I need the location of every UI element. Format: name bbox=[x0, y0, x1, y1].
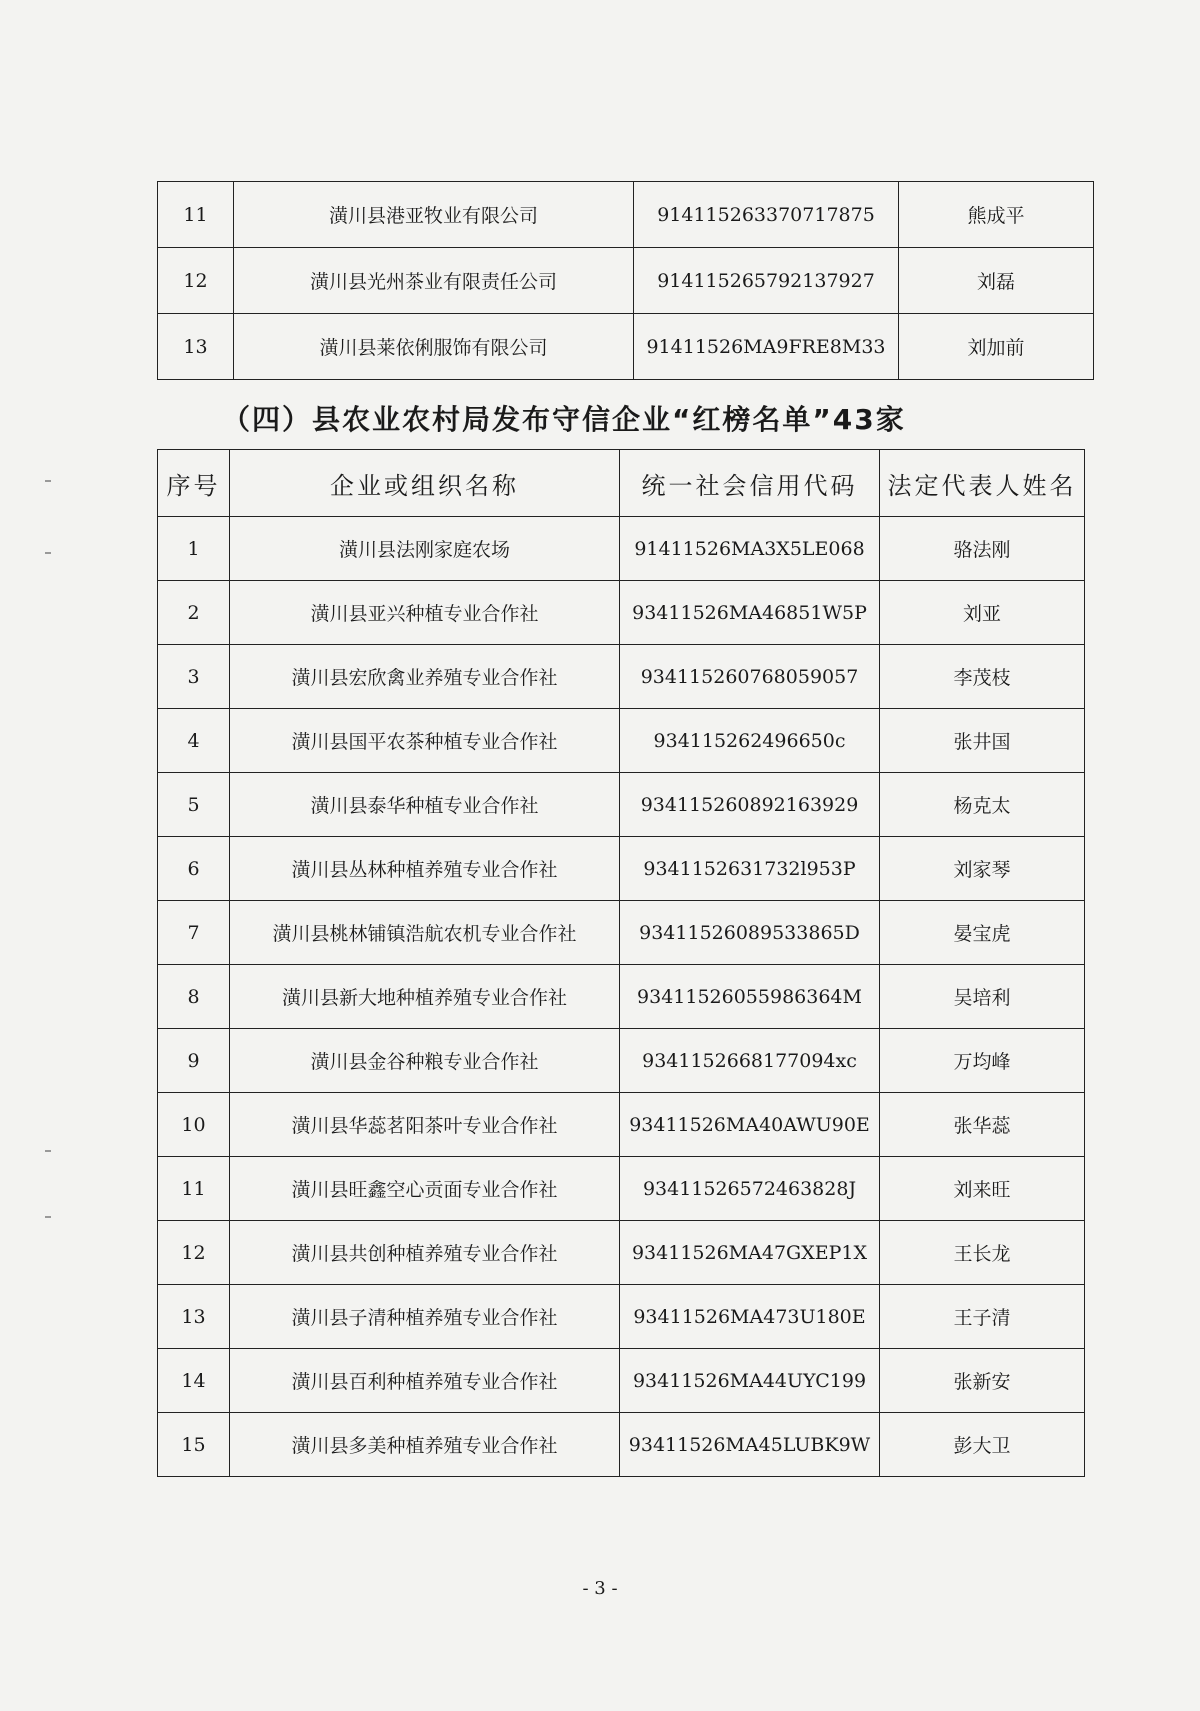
header-number: 序号 bbox=[158, 450, 230, 517]
legal-rep: 万均峰 bbox=[880, 1029, 1085, 1093]
org-name: 潢川县丛林种植养殖专业合作社 bbox=[230, 837, 620, 901]
org-name: 潢川县国平农茶种植专业合作社 bbox=[230, 709, 620, 773]
row-number: 2 bbox=[158, 581, 230, 645]
credit-code: 914115265792137927 bbox=[634, 248, 899, 314]
table-row bbox=[158, 314, 1094, 380]
legal-rep: 杨克太 bbox=[880, 773, 1085, 837]
credit-code: 93411526MA44UYC199 bbox=[620, 1349, 880, 1413]
table-row bbox=[158, 248, 1094, 314]
header-code: 统一社会信用代码 bbox=[620, 450, 880, 517]
legal-rep: 王长龙 bbox=[880, 1221, 1085, 1285]
credit-code: 91411526MA3X5LE068 bbox=[620, 517, 880, 581]
legal-rep: 熊成平 bbox=[899, 182, 1094, 248]
org-name: 潢川县亚兴种植专业合作社 bbox=[230, 581, 620, 645]
continued-table bbox=[157, 181, 1094, 380]
legal-rep: 刘加前 bbox=[899, 314, 1094, 380]
legal-rep: 骆法刚 bbox=[880, 517, 1085, 581]
row-number: 11 bbox=[158, 182, 234, 248]
table-row bbox=[158, 1029, 1085, 1093]
legal-rep: 刘家琴 bbox=[880, 837, 1085, 901]
page-number: - 3 - bbox=[582, 1578, 618, 1599]
row-number: 10 bbox=[158, 1093, 230, 1157]
org-name: 潢川县莱依俐服饰有限公司 bbox=[234, 314, 634, 380]
org-name: 潢川县宏欣禽业养殖专业合作社 bbox=[230, 645, 620, 709]
credit-code: 9341152631732l953P bbox=[620, 837, 880, 901]
row-number: 13 bbox=[158, 314, 234, 380]
credit-code: 91411526MA9FRE8M33 bbox=[634, 314, 899, 380]
legal-rep: 刘磊 bbox=[899, 248, 1094, 314]
row-number: 5 bbox=[158, 773, 230, 837]
org-name: 潢川县共创种植养殖专业合作社 bbox=[230, 1221, 620, 1285]
org-name: 潢川县华蕊茗阳茶叶专业合作社 bbox=[230, 1093, 620, 1157]
table-row bbox=[158, 581, 1085, 645]
credit-code: 934115262496650c bbox=[620, 709, 880, 773]
table-row bbox=[158, 901, 1085, 965]
table-row bbox=[158, 1093, 1085, 1157]
table-row bbox=[158, 1285, 1085, 1349]
table-row bbox=[158, 1157, 1085, 1221]
legal-rep: 吴培利 bbox=[880, 965, 1085, 1029]
credit-code: 93411526MA45LUBK9W bbox=[620, 1413, 880, 1477]
credit-code: 93411526572463828J bbox=[620, 1157, 880, 1221]
org-name: 潢川县百利种植养殖专业合作社 bbox=[230, 1349, 620, 1413]
scan-mark bbox=[45, 552, 51, 554]
org-name: 潢川县子清种植养殖专业合作社 bbox=[230, 1285, 620, 1349]
scan-mark bbox=[45, 1150, 51, 1152]
table-row bbox=[158, 645, 1085, 709]
org-name: 潢川县新大地种植养殖专业合作社 bbox=[230, 965, 620, 1029]
legal-rep: 张井国 bbox=[880, 709, 1085, 773]
org-name: 潢川县法刚家庭农场 bbox=[230, 517, 620, 581]
continued-table-body bbox=[158, 182, 1094, 380]
row-number: 13 bbox=[158, 1285, 230, 1349]
org-name: 潢川县桃林铺镇浩航农机专业合作社 bbox=[230, 901, 620, 965]
legal-rep: 刘亚 bbox=[880, 581, 1085, 645]
org-name: 潢川县多美种植养殖专业合作社 bbox=[230, 1413, 620, 1477]
legal-rep: 张华蕊 bbox=[880, 1093, 1085, 1157]
credit-code: 93411526MA40AWU90E bbox=[620, 1093, 880, 1157]
credit-code: 934115260768059057 bbox=[620, 645, 880, 709]
row-number: 15 bbox=[158, 1413, 230, 1477]
credit-code: 93411526MA473U180E bbox=[620, 1285, 880, 1349]
row-number: 3 bbox=[158, 645, 230, 709]
table-row bbox=[158, 965, 1085, 1029]
table-row bbox=[158, 709, 1085, 773]
row-number: 7 bbox=[158, 901, 230, 965]
red-list-table bbox=[157, 449, 1085, 1477]
scan-mark bbox=[45, 480, 51, 482]
credit-code: 934115260892163929 bbox=[620, 773, 880, 837]
row-number: 6 bbox=[158, 837, 230, 901]
table-row bbox=[158, 182, 1094, 248]
table-header-row bbox=[158, 450, 1085, 517]
legal-rep: 晏宝虎 bbox=[880, 901, 1085, 965]
table-row bbox=[158, 773, 1085, 837]
legal-rep: 张新安 bbox=[880, 1349, 1085, 1413]
red-list-table-body bbox=[158, 517, 1085, 1477]
header-rep: 法定代表人姓名 bbox=[880, 450, 1085, 517]
credit-code: 93411526MA47GXEP1X bbox=[620, 1221, 880, 1285]
section-heading: （四）县农业农村局发布守信企业“红榜名单”43家 bbox=[222, 403, 906, 436]
row-number: 14 bbox=[158, 1349, 230, 1413]
table-row bbox=[158, 1221, 1085, 1285]
row-number: 4 bbox=[158, 709, 230, 773]
org-name: 潢川县金谷种粮专业合作社 bbox=[230, 1029, 620, 1093]
row-number: 9 bbox=[158, 1029, 230, 1093]
row-number: 1 bbox=[158, 517, 230, 581]
scan-mark bbox=[45, 1216, 51, 1218]
credit-code: 93411526055986364M bbox=[620, 965, 880, 1029]
legal-rep: 李茂枝 bbox=[880, 645, 1085, 709]
table-row bbox=[158, 1413, 1085, 1477]
org-name: 潢川县泰华种植专业合作社 bbox=[230, 773, 620, 837]
legal-rep: 彭大卫 bbox=[880, 1413, 1085, 1477]
row-number: 12 bbox=[158, 1221, 230, 1285]
header-name: 企业或组织名称 bbox=[230, 450, 620, 517]
table-row bbox=[158, 1349, 1085, 1413]
credit-code: 914115263370717875 bbox=[634, 182, 899, 248]
row-number: 8 bbox=[158, 965, 230, 1029]
legal-rep: 刘来旺 bbox=[880, 1157, 1085, 1221]
org-name: 潢川县光州茶业有限责任公司 bbox=[234, 248, 634, 314]
credit-code: 9341152668177094xc bbox=[620, 1029, 880, 1093]
row-number: 12 bbox=[158, 248, 234, 314]
credit-code: 93411526089533865D bbox=[620, 901, 880, 965]
table-row bbox=[158, 517, 1085, 581]
org-name: 潢川县港亚牧业有限公司 bbox=[234, 182, 634, 248]
table-row bbox=[158, 837, 1085, 901]
legal-rep: 王子清 bbox=[880, 1285, 1085, 1349]
row-number: 11 bbox=[158, 1157, 230, 1221]
org-name: 潢川县旺鑫空心贡面专业合作社 bbox=[230, 1157, 620, 1221]
credit-code: 93411526MA46851W5P bbox=[620, 581, 880, 645]
